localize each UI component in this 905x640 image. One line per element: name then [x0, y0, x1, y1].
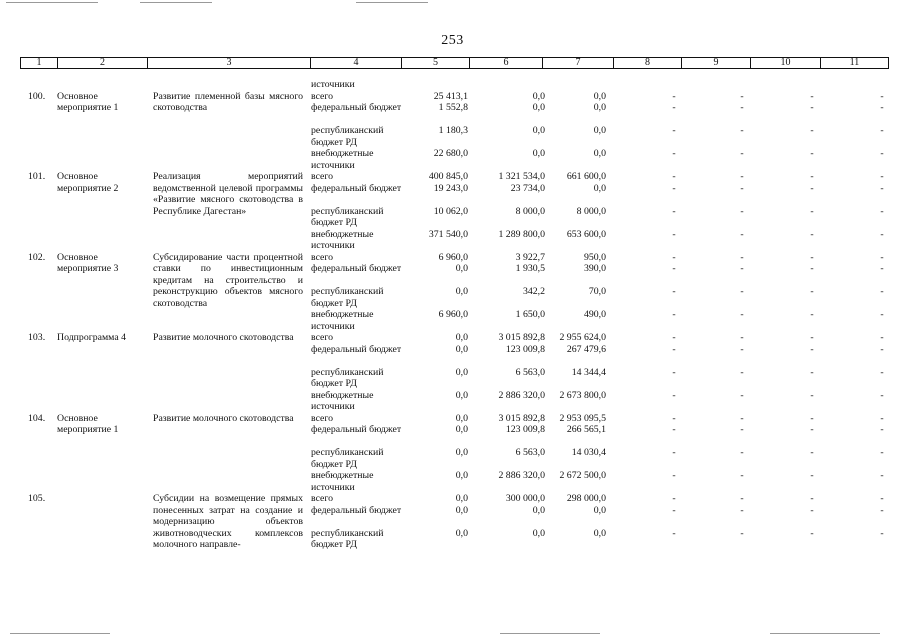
funding-line	[20, 91, 888, 103]
empty-value-col-11: -	[880, 470, 884, 481]
value-col-5: 22 680,0	[433, 148, 468, 159]
empty-value-col-10: -	[810, 366, 814, 378]
funding-line	[20, 447, 888, 470]
value-col-6: 6 563,0	[515, 447, 545, 458]
value-col-5: 0,0	[455, 412, 468, 424]
empty-value-col-8: -	[672, 527, 676, 539]
column-header-9: 9	[682, 58, 751, 69]
row-number: 101.	[28, 171, 46, 182]
empty-value-col-11: -	[880, 171, 884, 182]
value-col-7: 0,0	[593, 90, 606, 102]
empty-value-col-10: -	[810, 102, 814, 113]
value-col-7: 0,0	[593, 527, 606, 539]
empty-value-col-11: -	[880, 102, 884, 113]
funding-line	[20, 206, 888, 229]
funding-source: республиканский бюджет РД	[311, 286, 384, 309]
value-col-7: 266 565,1	[566, 424, 606, 435]
empty-value-col-11: -	[880, 389, 884, 401]
funding-line	[20, 493, 888, 505]
empty-value-col-10: -	[810, 309, 814, 320]
funding-line	[20, 252, 888, 264]
funding-source: внебюджетные источники	[311, 148, 374, 171]
program-row	[20, 493, 888, 551]
funding-line	[20, 332, 888, 344]
empty-value-col-10: -	[810, 332, 814, 343]
column-header-4: 4	[311, 58, 402, 69]
funding-source: республиканский бюджет РД	[311, 366, 384, 389]
empty-value-col-11: -	[880, 263, 884, 274]
empty-value-col-10: -	[810, 343, 814, 355]
row-number: 103.	[28, 332, 46, 343]
row-number: 105.	[28, 493, 46, 504]
column-header-6: 6	[470, 58, 543, 69]
measure-name: Подпрограмма 4	[57, 332, 127, 343]
funding-line	[20, 125, 888, 148]
column-header-11: 11	[821, 58, 889, 69]
value-col-6: 1 930,5	[515, 263, 545, 274]
empty-value-col-10: -	[810, 527, 814, 539]
value-col-7: 950,0	[583, 251, 606, 263]
empty-value-col-9: -	[740, 182, 744, 194]
empty-value-col-8: -	[672, 424, 676, 435]
empty-value-col-9: -	[740, 251, 744, 263]
empty-value-col-11: -	[880, 90, 884, 102]
value-col-7: 490,0	[583, 309, 606, 320]
empty-value-col-9: -	[740, 90, 744, 102]
empty-value-col-9: -	[740, 148, 744, 159]
value-col-5: 0,0	[455, 389, 468, 401]
funding-source: внебюджетные источники	[311, 309, 374, 332]
value-col-5: 0,0	[455, 527, 468, 539]
funding-line	[20, 102, 888, 125]
empty-value-col-10: -	[810, 263, 814, 274]
empty-value-col-9: -	[740, 470, 744, 481]
funding-source: федеральный бюджет	[311, 102, 402, 113]
measure-description: Развитие племенной базы мясного скотоводства	[153, 90, 303, 113]
empty-value-col-9: -	[740, 171, 744, 182]
empty-value-col-8: -	[672, 332, 676, 343]
measure-description: Реализация мероприятий ведомственной целевой программы «Развитие мясного скотоводства в Республике Дагестан»	[153, 171, 303, 217]
empty-value-col-11: -	[880, 148, 884, 159]
value-col-5: 400 845,0	[428, 171, 468, 182]
value-col-5: 0,0	[455, 504, 468, 516]
empty-value-col-8: -	[672, 470, 676, 481]
empty-value-col-10: -	[810, 286, 814, 297]
row-number: 102.	[28, 251, 46, 263]
program-row	[20, 413, 888, 494]
value-col-6: 0,0	[532, 90, 545, 102]
column-header-8: 8	[614, 58, 682, 69]
empty-value-col-8: -	[672, 309, 676, 320]
funding-source: республиканский бюджет РД	[311, 527, 384, 550]
funding-source: всего	[311, 493, 334, 504]
program-row	[20, 171, 888, 252]
empty-value-col-10: -	[810, 389, 814, 401]
value-col-7: 14 344,4	[571, 366, 606, 378]
empty-value-col-11: -	[880, 366, 884, 378]
funding-line	[20, 505, 888, 528]
column-header-row	[20, 57, 889, 69]
value-col-7: 2 953 095,5	[559, 412, 606, 424]
empty-value-col-8: -	[672, 228, 676, 240]
value-col-5: 0,0	[455, 263, 468, 274]
empty-value-col-8: -	[672, 286, 676, 297]
value-col-5: 0,0	[455, 424, 468, 435]
value-col-7: 0,0	[593, 125, 606, 136]
value-col-7: 298 000,0	[566, 493, 606, 504]
value-col-6: 300 000,0	[505, 493, 545, 504]
source-label: источники	[311, 79, 355, 90]
value-col-7: 14 030,4	[571, 447, 606, 458]
empty-value-col-8: -	[672, 504, 676, 516]
empty-value-col-9: -	[740, 447, 744, 458]
value-col-7: 0,0	[593, 148, 606, 159]
empty-value-col-11: -	[880, 493, 884, 504]
measure-description: Развитие молочного скотоводства	[153, 412, 294, 424]
empty-value-col-9: -	[740, 424, 744, 435]
row-number: 104.	[28, 412, 46, 424]
value-col-6: 123 009,8	[505, 424, 545, 435]
program-row	[20, 91, 888, 172]
empty-value-col-9: -	[740, 309, 744, 320]
funding-source: всего	[311, 332, 334, 343]
value-col-5: 19 243,0	[433, 182, 468, 194]
measure-description: Развитие молочного скотоводства	[153, 332, 294, 343]
empty-value-col-10: -	[810, 251, 814, 263]
empty-value-col-8: -	[672, 412, 676, 424]
carryover-row	[20, 79, 888, 91]
funding-line	[20, 171, 888, 183]
funding-line	[20, 344, 888, 367]
value-col-7: 70,0	[588, 286, 606, 297]
value-col-6: 0,0	[532, 125, 545, 136]
funding-source: республиканский бюджет РД	[311, 125, 384, 148]
empty-value-col-10: -	[810, 424, 814, 435]
empty-value-col-8: -	[672, 148, 676, 159]
funding-source: республиканский бюджет РД	[311, 447, 384, 470]
program-row	[20, 332, 888, 413]
measure-description: Субсидии на возмещение прямых понесенных затрат на создание и модернизацию объектов животноводческих комплексов молочного направле-	[153, 493, 303, 550]
measure-description: Субсидирование части процентной ставки по инвестиционным кредитам на строительство и реконструкцию объектов мясного скотоводства	[153, 251, 303, 309]
top-rule-right	[356, 2, 428, 3]
value-col-6: 23 734,0	[510, 182, 545, 194]
funding-source: внебюджетные источники	[311, 470, 374, 493]
top-rule-mid	[140, 2, 212, 3]
funding-source: всего	[311, 251, 334, 263]
empty-value-col-9: -	[740, 228, 744, 240]
funding-line	[20, 286, 888, 309]
value-col-7: 0,0	[593, 504, 606, 516]
funding-line	[20, 263, 888, 286]
funding-source: федеральный бюджет	[311, 504, 402, 516]
empty-value-col-11: -	[880, 309, 884, 320]
funding-line	[20, 229, 888, 252]
empty-value-col-10: -	[810, 182, 814, 194]
empty-value-col-9: -	[740, 286, 744, 297]
funding-source: всего	[311, 412, 334, 424]
funding-source: федеральный бюджет	[311, 263, 402, 274]
empty-value-col-9: -	[740, 412, 744, 424]
measure-name: Основное мероприятие 2	[57, 171, 119, 194]
empty-value-col-10: -	[810, 493, 814, 504]
value-col-5: 10 062,0	[433, 205, 468, 217]
bottom-rule-center	[500, 633, 600, 634]
value-col-7: 2 672 500,0	[559, 470, 606, 481]
funding-source: федеральный бюджет	[311, 343, 402, 355]
empty-value-col-8: -	[672, 171, 676, 182]
empty-value-col-10: -	[810, 228, 814, 240]
empty-value-col-11: -	[880, 527, 884, 539]
funding-source: всего	[311, 90, 334, 102]
value-col-5: 0,0	[455, 286, 468, 297]
value-col-7: 2 673 800,0	[559, 389, 606, 401]
value-col-6: 123 009,8	[505, 343, 545, 355]
value-col-6: 0,0	[532, 527, 545, 539]
empty-value-col-10: -	[810, 205, 814, 217]
empty-value-col-8: -	[672, 182, 676, 194]
empty-value-col-11: -	[880, 412, 884, 424]
funding-line	[20, 528, 888, 551]
empty-value-col-10: -	[810, 125, 814, 136]
top-rule-left	[6, 2, 98, 3]
value-col-6: 1 289 800,0	[498, 228, 545, 240]
empty-value-col-11: -	[880, 447, 884, 458]
value-col-7: 267 479,6	[566, 343, 606, 355]
empty-value-col-9: -	[740, 343, 744, 355]
bottom-rule-left	[10, 633, 110, 634]
funding-line	[20, 148, 888, 171]
value-col-5: 1 552,8	[438, 102, 468, 113]
empty-value-col-8: -	[672, 447, 676, 458]
value-col-5: 0,0	[455, 332, 468, 343]
funding-source: внебюджетные источники	[311, 389, 374, 412]
empty-value-col-10: -	[810, 171, 814, 182]
empty-value-col-9: -	[740, 493, 744, 504]
value-col-6: 8 000,0	[515, 205, 545, 217]
value-col-5: 6 960,0	[438, 251, 468, 263]
funding-source: республиканский бюджет РД	[311, 205, 384, 228]
funding-line	[20, 183, 888, 206]
value-col-6: 0,0	[532, 102, 545, 113]
empty-value-col-10: -	[810, 470, 814, 481]
funding-line	[20, 390, 888, 413]
empty-value-col-9: -	[740, 389, 744, 401]
value-col-7: 8 000,0	[576, 205, 606, 217]
empty-value-col-8: -	[672, 343, 676, 355]
funding-source: внебюджетные источники	[311, 228, 374, 251]
bottom-rule-right	[770, 633, 880, 634]
empty-value-col-11: -	[880, 205, 884, 217]
measure-name: Основное мероприятие 1	[57, 412, 119, 435]
empty-value-col-10: -	[810, 447, 814, 458]
empty-value-col-11: -	[880, 125, 884, 136]
empty-value-col-9: -	[740, 102, 744, 113]
value-col-7: 653 600,0	[566, 228, 606, 240]
value-col-6: 0,0	[532, 148, 545, 159]
value-col-7: 661 600,0	[566, 171, 606, 182]
empty-value-col-11: -	[880, 504, 884, 516]
value-col-6: 1 321 534,0	[498, 171, 545, 182]
empty-value-col-8: -	[672, 263, 676, 274]
value-col-5: 0,0	[455, 447, 468, 458]
funding-line	[20, 470, 888, 493]
empty-value-col-9: -	[740, 125, 744, 136]
empty-value-col-11: -	[880, 343, 884, 355]
empty-value-col-9: -	[740, 504, 744, 516]
value-col-6: 3 015 892,8	[498, 332, 545, 343]
empty-value-col-8: -	[672, 125, 676, 136]
empty-value-col-11: -	[880, 424, 884, 435]
value-col-5: 0,0	[455, 470, 468, 481]
value-col-6: 6 563,0	[515, 366, 545, 378]
value-col-7: 0,0	[593, 102, 606, 113]
value-col-5: 25 413,1	[433, 90, 468, 102]
empty-value-col-9: -	[740, 205, 744, 217]
funding-source: федеральный бюджет	[311, 182, 402, 194]
value-col-5: 1 180,3	[438, 125, 468, 136]
empty-value-col-9: -	[740, 366, 744, 378]
funding-source: федеральный бюджет	[311, 424, 402, 435]
empty-value-col-8: -	[672, 102, 676, 113]
empty-value-col-8: -	[672, 251, 676, 263]
empty-value-col-10: -	[810, 412, 814, 424]
funding-line	[20, 424, 888, 447]
empty-value-col-11: -	[880, 332, 884, 343]
empty-value-col-10: -	[810, 90, 814, 102]
value-col-6: 3 922,7	[515, 251, 545, 263]
empty-value-col-9: -	[740, 527, 744, 539]
value-col-6: 3 015 892,8	[498, 412, 545, 424]
budget-table-body	[20, 79, 888, 551]
empty-value-col-8: -	[672, 90, 676, 102]
empty-value-col-11: -	[880, 251, 884, 263]
measure-name: Основное мероприятие 3	[57, 251, 119, 274]
funding-line	[20, 413, 888, 425]
value-col-7: 390,0	[583, 263, 606, 274]
column-header-5: 5	[402, 58, 470, 69]
empty-value-col-9: -	[740, 263, 744, 274]
value-col-5: 0,0	[455, 493, 468, 504]
column-header-3: 3	[148, 58, 311, 69]
column-header-7: 7	[543, 58, 614, 69]
column-header-2: 2	[58, 58, 148, 69]
value-col-6: 2 886 320,0	[498, 470, 545, 481]
page-number: 253	[441, 33, 464, 48]
value-col-6: 342,2	[522, 286, 545, 297]
empty-value-col-8: -	[672, 366, 676, 378]
value-col-5: 0,0	[455, 343, 468, 355]
value-col-5: 0,0	[455, 366, 468, 378]
funding-line	[20, 367, 888, 390]
funding-source: всего	[311, 171, 334, 182]
value-col-6: 2 886 320,0	[498, 389, 545, 401]
empty-value-col-11: -	[880, 182, 884, 194]
empty-value-col-8: -	[672, 493, 676, 504]
empty-value-col-10: -	[810, 148, 814, 159]
program-row	[20, 252, 888, 333]
empty-value-col-8: -	[672, 389, 676, 401]
value-col-7: 0,0	[593, 182, 606, 194]
empty-value-col-11: -	[880, 228, 884, 240]
empty-value-col-11: -	[880, 286, 884, 297]
column-header-1: 1	[21, 58, 58, 69]
value-col-7: 2 955 624,0	[559, 332, 606, 343]
empty-value-col-9: -	[740, 332, 744, 343]
value-col-5: 6 960,0	[438, 309, 468, 320]
row-number: 100.	[28, 90, 46, 102]
column-header-10: 10	[751, 58, 821, 69]
empty-value-col-10: -	[810, 504, 814, 516]
value-col-6: 0,0	[532, 504, 545, 516]
empty-value-col-8: -	[672, 205, 676, 217]
funding-line	[20, 309, 888, 332]
value-col-5: 371 540,0	[428, 228, 468, 240]
measure-name: Основное мероприятие 1	[57, 90, 119, 113]
value-col-6: 1 650,0	[515, 309, 545, 320]
